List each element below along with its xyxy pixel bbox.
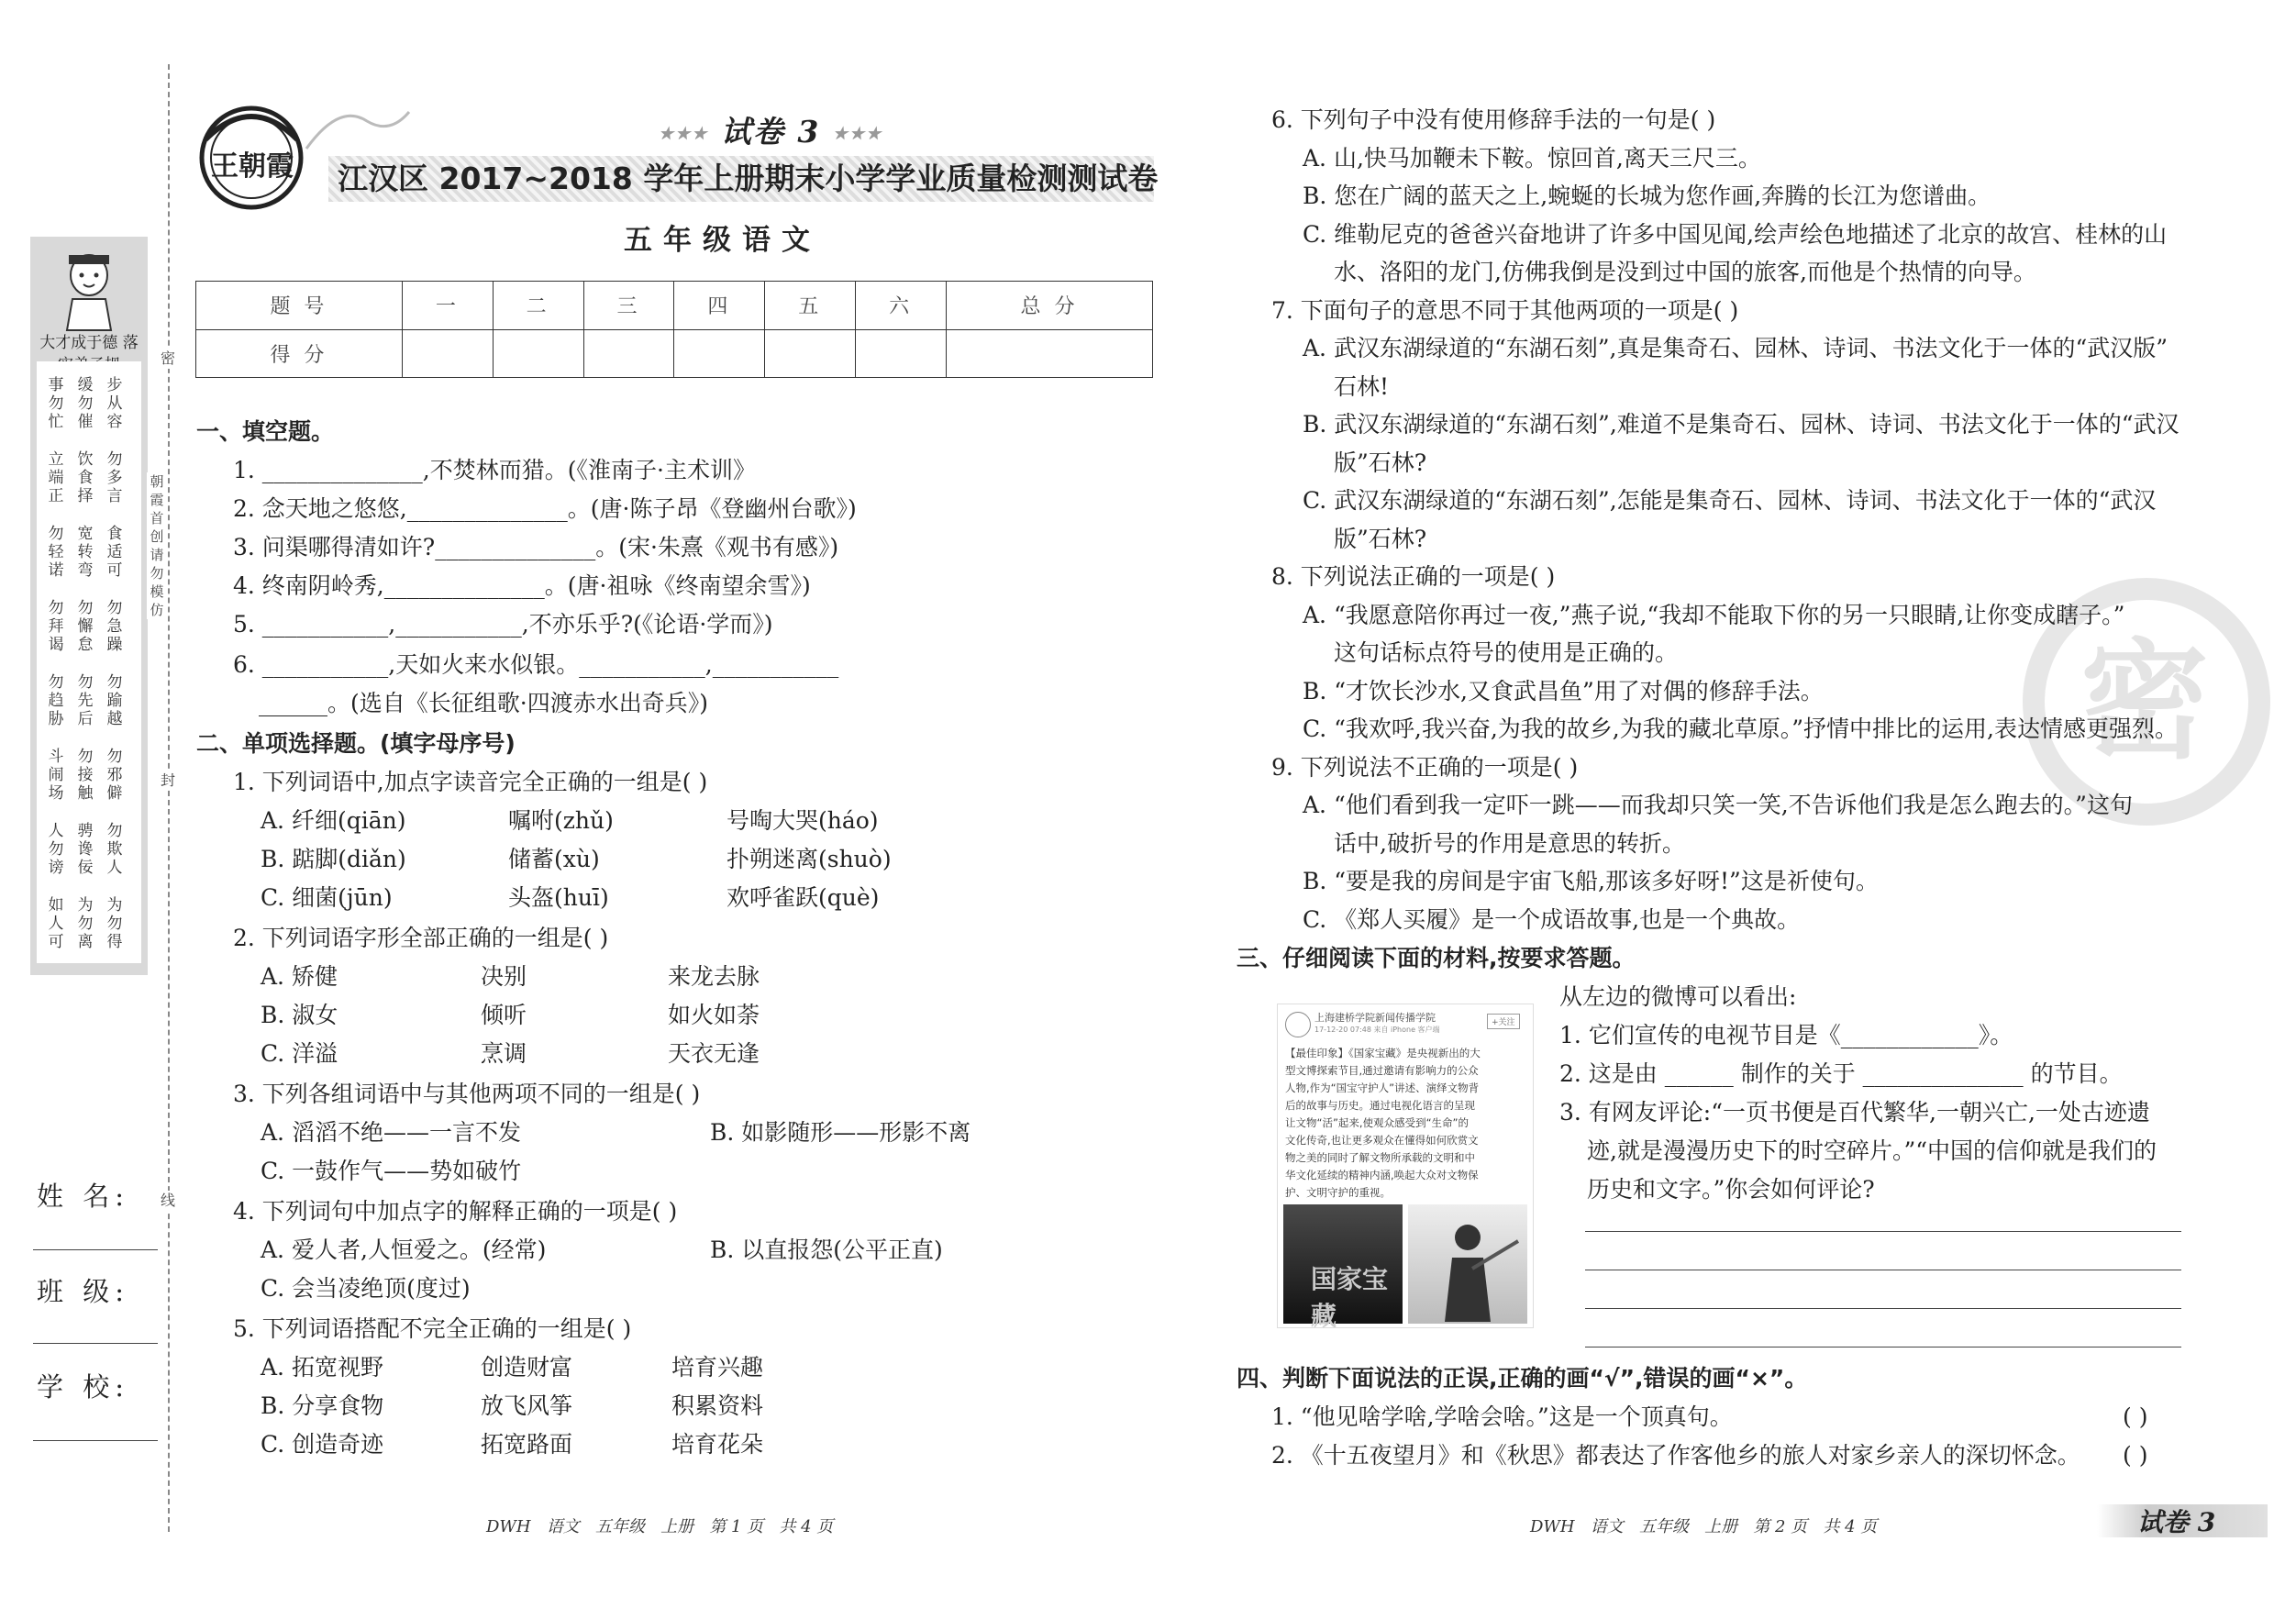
choice-q4-c[interactable]: C. 会当凌绝顶(度过) — [261, 1275, 471, 1302]
host-photo — [1408, 1204, 1527, 1324]
fill-item-6: 6. ___________,天如火来水似银。___________,___________ — [233, 651, 839, 678]
weibo-text-line: 后的故事与历史。通过电视化语言的呈现 — [1285, 1099, 1475, 1112]
motto-column: 人勿谤 — [48, 822, 64, 877]
motto-column: 勿踰越 — [106, 673, 123, 728]
choice-q4-b[interactable]: B. 以直报怨(公平正直) — [710, 1237, 943, 1263]
motto-column: 步从容 — [106, 376, 123, 431]
answer-line-1[interactable] — [1585, 1231, 2181, 1232]
weibo-text-line: 让文物“活”起来,使观众感受到“生命”的 — [1285, 1116, 1469, 1129]
motto-column: 斗闹场 — [48, 748, 64, 803]
name-label: 姓 名: — [37, 1181, 129, 1212]
q6-line: 水、洛阳的龙门,仿佛我倒是没到过中国的旅客,而他是个热情的向导。 — [1334, 259, 2036, 285]
avatar — [1285, 1012, 1311, 1037]
choice-q1-a3: 号啕大哭(háo) — [727, 807, 879, 834]
choice-q1-c3: 欢呼雀跃(què) — [727, 884, 880, 911]
motto-column: 勿轻诺 — [48, 525, 64, 580]
weibo-text-line: 文化传奇,也让更多观众在懂得如何欣赏文 — [1285, 1134, 1479, 1147]
judge-item-2: 2. 《十五夜望月》和《秋思》都表达了作客他乡的旅人对家乡亲人的深切怀念。 — [1271, 1442, 2080, 1469]
choice-q2-c1[interactable]: C. 洋溢 — [261, 1040, 338, 1067]
poster-image — [1283, 1204, 1403, 1331]
score-cell[interactable] — [583, 329, 674, 378]
reading-intro: 从左边的微博可以看出: — [1559, 983, 1797, 1010]
q6-stem: 6. 下列句子中没有使用修辞手法的一句是( ) — [1271, 106, 1716, 133]
choice-q4-a[interactable]: A. 爱人者,人恒爱之。(经常) — [261, 1237, 547, 1263]
q8-line: A. “我愿意陪你再过一夜,”燕子说,“我却不能取下你的另一只眼睛,让你变成瞎子。” — [1303, 601, 2125, 628]
margin-banner-text: 大才成于德 落 — [39, 334, 139, 352]
motto-column: 勿急躁 — [106, 599, 123, 654]
score-table — [195, 281, 1153, 378]
motto-column: 勿欺人 — [106, 822, 123, 877]
score-header: 二 — [493, 282, 583, 330]
score-header: 四 — [674, 282, 765, 330]
school-field[interactable] — [33, 1440, 158, 1441]
choice-q2-c3: 天衣无逢 — [668, 1040, 760, 1067]
judge-answer-1: ( ) — [2123, 1403, 2148, 1430]
star-icon: ★★★ — [832, 124, 883, 144]
fill-item-4: 4. 终南阴岭秀,______________。(唐·祖咏《终南望余雪》) — [233, 572, 811, 599]
choice-q1-b2: 储蓄(xù) — [508, 846, 600, 872]
logo-text: 王朝霞 — [211, 150, 294, 183]
score-row-label: 得 分 — [196, 329, 403, 378]
choice-q5-stem: 5. 下列词语搭配不完全正确的一组是( ) — [233, 1315, 632, 1342]
fill-item-6-cont: ______。(选自《长征组歌·四渡赤水出奇兵》) — [259, 690, 708, 716]
choice-q5-a1[interactable]: A. 拓宽视野 — [261, 1354, 383, 1381]
person-icon — [1408, 1204, 1527, 1324]
choice-q2-b1[interactable]: B. 淑女 — [261, 1002, 338, 1028]
reading-q3-cont: 历史和文字。”你会如何评论? — [1587, 1176, 1875, 1203]
motto-column: 饮食择 — [77, 450, 94, 505]
choice-q5-b2: 放飞风筝 — [481, 1392, 573, 1419]
choice-q4-stem: 4. 下列词句中加点字的解释正确的一项是( ) — [233, 1198, 678, 1225]
binding-line — [168, 64, 170, 1532]
score-header: 五 — [765, 282, 856, 330]
motto-column: 勿接触 — [77, 748, 94, 803]
footer-right: DWH 语文 五年级 上册 第 2 页 共 4 页 — [1530, 1517, 1878, 1536]
choice-q2-b2: 倾听 — [481, 1002, 527, 1028]
paper-tag: ★★★ 试卷 3 ★★★ — [659, 114, 883, 150]
weibo-body — [1285, 1045, 1481, 1202]
weibo-text-line: 物之美的同时了解文物所承载的文明和中 — [1285, 1151, 1475, 1164]
exam-title: 江汉区 2017~2018 学年上册期末小学学业质量检测测试卷 — [338, 161, 1159, 196]
reading-q1: 1. 它们宣传的电视节目是《____________》。 — [1559, 1022, 2013, 1048]
choice-q3-b[interactable]: B. 如影随形——形影不离 — [710, 1119, 971, 1146]
cut-tag: 封 — [157, 771, 179, 791]
line-tag: 线 — [157, 1191, 179, 1211]
q9-line: A. “他们看到我一定吓一跳——而我却只笑一笑,不告诉他们我是怎么跑去的。”这句 — [1303, 792, 2133, 818]
weibo-text-line: 华文化延续的精神内涵,唤起大众对文物保 — [1285, 1169, 1479, 1181]
footer-left: DWH 语文 五年级 上册 第 1 页 共 4 页 — [486, 1517, 834, 1536]
score-cell[interactable] — [402, 329, 493, 378]
motto-column: 立端正 — [48, 450, 64, 505]
reading-q2: 2. 这是由 ______ 制作的关于 ______________ 的节目。 — [1559, 1060, 2123, 1087]
section4-title: 四、判断下面说法的正误,正确的画“√”,错误的画“×”。 — [1237, 1365, 1808, 1392]
choice-q5-a2: 创造财富 — [481, 1354, 573, 1381]
motto-column: 食适可 — [106, 525, 123, 580]
judge-item-1: 1. “他见啥学啥,学啥会啥。”这是一个顶真句。 — [1271, 1403, 1733, 1430]
choice-q1-a2: 嘱咐(zhǔ) — [508, 807, 614, 834]
judge-answer-2: ( ) — [2123, 1442, 2148, 1469]
choice-q2-b3: 如火如荼 — [668, 1002, 760, 1028]
seal-tag: 密 — [157, 349, 179, 369]
score-header: 三 — [583, 282, 674, 330]
choice-q2-a1[interactable]: A. 矫健 — [261, 963, 338, 990]
school-label: 学 校: — [37, 1371, 129, 1403]
q7-line: 版”石林? — [1334, 449, 1427, 476]
q8-line: 这句话标点符号的使用是正确的。 — [1334, 639, 1679, 666]
q6-line: C. 维勒尼克的爸爸兴奋地讲了许多中国见闻,绘声绘色地描述了北京的故宫、桂林的山 — [1303, 220, 2168, 248]
weibo-meta: 17-12-20 07:48 来自 iPhone 客户端 — [1314, 1026, 1440, 1034]
weibo-text-line: 人物,作为“国宝守护人”讲述、演绎文物背 — [1285, 1081, 1480, 1094]
weibo-text-line: 护、文明守护的重视。 — [1285, 1186, 1391, 1199]
score-header: 六 — [856, 282, 947, 330]
motto-column: 缓勿催 — [77, 376, 94, 431]
motto-column: 如人可 — [48, 896, 64, 951]
choice-q5-b1[interactable]: B. 分享食物 — [261, 1392, 384, 1419]
fill-item-1: 1. ______________,不焚林而猎。(《淮南子·主术训》 — [233, 457, 756, 483]
q9-stem: 9. 下列说法不正确的一项是( ) — [1271, 753, 1579, 781]
weibo-text-line: 型文博探索节目,通过邀请有影响力的公众 — [1285, 1064, 1479, 1077]
scholar-figure-icon — [50, 248, 128, 332]
motto-column: 骋谗佞 — [77, 822, 94, 877]
notice-tag: 朝霞首创 请勿模仿 — [147, 472, 167, 619]
choice-q2-c2: 烹调 — [481, 1040, 527, 1067]
score-cell[interactable] — [856, 329, 947, 378]
weibo-text-line: 【最佳印象】《国家宝藏》是央视新出的大 — [1285, 1047, 1481, 1059]
score-cell[interactable] — [765, 329, 856, 378]
ribbon-ornament — [303, 103, 413, 158]
section2-title: 二、单项选择题。(填字母序号) — [196, 730, 516, 757]
choice-q5-c1[interactable]: C. 创造奇迹 — [261, 1431, 384, 1458]
choice-q3-stem: 3. 下列各组词语中与其他两项不同的一组是( ) — [233, 1081, 701, 1107]
motto-column: 勿拜谒 — [48, 599, 64, 654]
q9-line: B. “要是我的房间是宇宙飞船,那该多好呀!”这是祈使句。 — [1303, 868, 1879, 894]
choice-q3-c[interactable]: C. 一鼓作气——势如破竹 — [261, 1158, 522, 1184]
answer-line-3[interactable] — [1585, 1308, 2181, 1309]
motto-column: 勿懈怠 — [77, 599, 94, 654]
section3-title: 三、仔细阅读下面的材料,按要求答题。 — [1237, 945, 1636, 971]
fill-item-3: 3. 问渠哪得清如许?______________。(宋·朱熹《观书有感》) — [233, 534, 839, 560]
weibo-post — [1277, 1004, 1534, 1331]
q7-line: A. 武汉东湖绿道的“东湖石刻”,真是集奇石、园林、诗词、书法文化于一体的“武汉版” — [1303, 335, 2168, 361]
q8-line: B. “才饮长沙水,又食武昌鱼”用了对偶的修辞手法。 — [1303, 677, 1824, 704]
choice-q1-a1[interactable]: A. 纤细(qiān) — [261, 807, 406, 834]
q7-stem: 7. 下面句子的意思不同于其他两项的一项是( ) — [1271, 296, 1739, 324]
motto-column: 勿先后 — [77, 673, 94, 728]
choice-q5-b3: 积累资料 — [671, 1392, 764, 1419]
score-header: 题 号 — [196, 282, 403, 330]
motto-column: 为勿离 — [77, 896, 94, 951]
q8-stem: 8. 下列说法正确的一项是( ) — [1271, 563, 1556, 590]
q7-line: 版”石林? — [1334, 525, 1427, 552]
choice-q2-a2: 决别 — [481, 963, 527, 990]
reading-q3-cont: 迹,就是漫漫历史下的时空碎片。”“中国的信仰就是我们的 — [1587, 1137, 2157, 1164]
name-field[interactable] — [33, 1249, 158, 1250]
choice-q1-c1[interactable]: C. 细菌(jūn) — [261, 884, 393, 911]
poster-title: 国家宝藏 — [1311, 1264, 1389, 1331]
fill-item-5: 5. ___________,___________,不亦乐乎?(《论语·学而》) — [233, 611, 773, 638]
q9-line: C. 《郑人买履》是一个成语故事,也是一个典故。 — [1303, 905, 1801, 933]
motto-column: 勿邪僻 — [106, 748, 123, 803]
motto-column: 宽转弯 — [77, 525, 94, 580]
choice-q1-b1[interactable]: B. 踮脚(diǎn) — [261, 846, 406, 872]
q6-line: A. 山,快马加鞭未下鞍。惊回首,离天三尺三。 — [1303, 144, 1761, 172]
weibo-account: 上海建桥学院新闻传播学院 — [1314, 1012, 1436, 1024]
choice-q5-c3: 培育花朵 — [671, 1431, 764, 1458]
star-icon: ★★★ — [659, 124, 709, 144]
score-cell[interactable] — [493, 329, 583, 378]
score-cell[interactable] — [947, 329, 1153, 378]
score-header: 总 分 — [947, 282, 1153, 330]
q8-line: C. “我欢呼,我兴奋,为我的故乡,为我的藏北草原。”抒情中排比的运用,表达情感更强烈。 — [1303, 715, 2178, 742]
choice-q1-stem: 1. 下列词语中,加点字读音完全正确的一组是( ) — [233, 769, 708, 795]
class-label: 班 级: — [37, 1276, 129, 1307]
stamp-text: 密 — [2080, 627, 2210, 777]
choice-q2-a3: 来龙去脉 — [668, 963, 760, 990]
choice-q3-a[interactable]: A. 滔滔不绝——一言不发 — [261, 1119, 521, 1146]
motto-column: 勿趋胁 — [48, 673, 64, 728]
class-field[interactable] — [33, 1343, 158, 1344]
choice-q1-b3: 扑朔迷离(shuò) — [727, 846, 892, 872]
choice-q2-stem: 2. 下列词语字形全部正确的一组是( ) — [233, 925, 609, 951]
q6-line: B. 您在广阔的蓝天之上,蜿蜒的长城为您作画,奔腾的长江为您谱曲。 — [1303, 183, 1991, 209]
q7-line: 石林! — [1334, 372, 1390, 400]
choice-q1-c2: 头盔(huī) — [508, 884, 609, 911]
score-header: 一 — [402, 282, 493, 330]
motto-column: 为勿得 — [106, 896, 123, 951]
motto-column: 勿多言 — [106, 450, 123, 505]
choice-q5-a3: 培育兴趣 — [671, 1354, 764, 1381]
fill-item-2: 2. 念天地之悠悠,______________。(唐·陈子昂《登幽州台歌》) — [233, 495, 857, 522]
footer-tag: 试卷 3 — [2137, 1507, 2216, 1537]
score-cell[interactable] — [674, 329, 765, 378]
section1-title: 一、填空题。 — [196, 418, 335, 445]
q7-line: C. 武汉东湖绿道的“东湖石刻”,怎能是集奇石、园林、诗词、书法文化于一体的“武汉 — [1303, 487, 2157, 514]
q7-line: B. 武汉东湖绿道的“东湖石刻”,难道不是集奇石、园林、诗词、书法文化于一体的“武汉 — [1303, 411, 2180, 438]
motto-column: 事勿忙 — [48, 376, 64, 431]
subject-title: 五年级语文 — [624, 224, 821, 257]
follow-button[interactable]: +关注 — [1487, 1014, 1520, 1029]
choice-q5-c2: 拓宽路面 — [481, 1431, 573, 1458]
reading-q3: 3. 有网友评论:“一页书便是百代繁华,一朝兴亡,一处古迹遗 — [1559, 1099, 2150, 1126]
q9-line: 话中,破折号的作用是意思的转折。 — [1334, 829, 1685, 857]
